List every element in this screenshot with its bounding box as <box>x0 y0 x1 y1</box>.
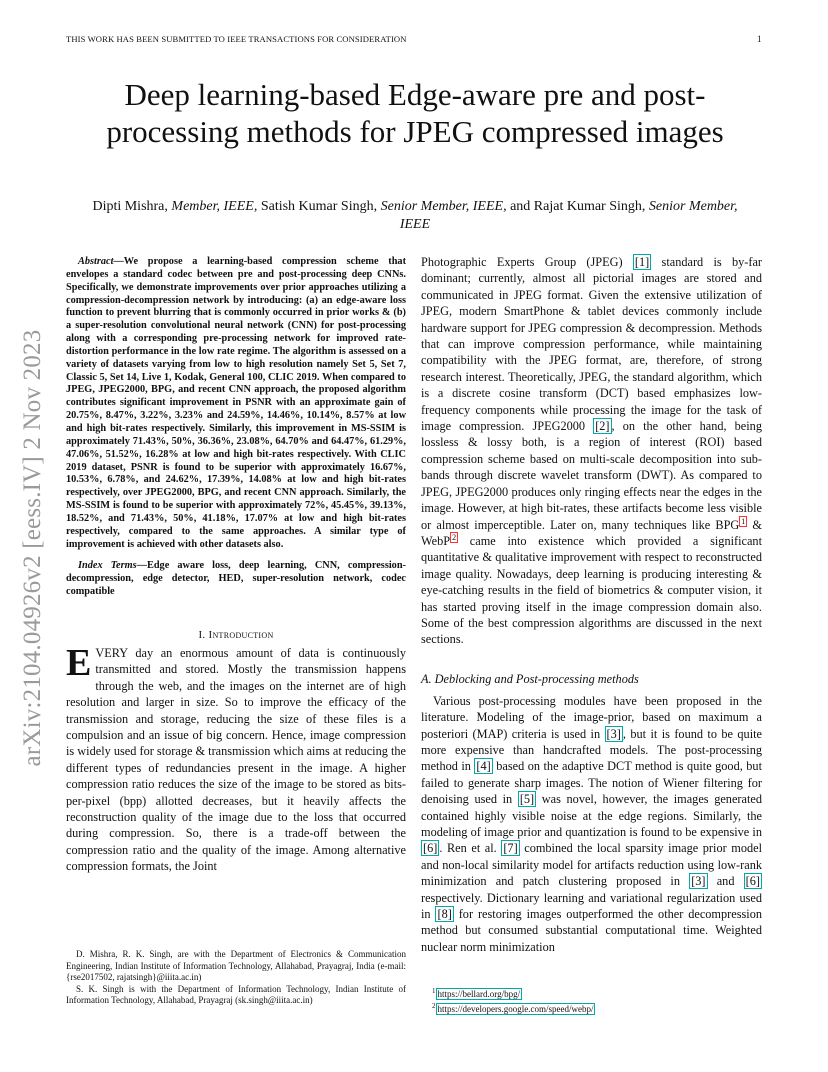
text-run: and <box>707 874 744 889</box>
author-role: Senior Member, IEEE <box>399 199 738 232</box>
abstract-text: —We propose a learning-based compression scheme that envelopes a standard codec between pre and post-processing deep CNNs. Specifically, we demonstrate improvements over prior approaches utilizing a compression-decompression network by introducing: (a) an edge-aware loss function to prevent blurring that is commonly occurred in prior works & (b) a super-resolution convolutional neural network (CNN) for post-processing along with a corresponding pre-processing network for improved rate-distortion performance in the low rate regime. The algorithm is assessed on a variety of datasets varying from low to high resolution namely Set 5, Set 7, Classic 5, Set 14, Live 1, Kodak, General 100, CLIC 2019. When compared to JPEG, JPEG2000, BPG, and recent CNN approach, the proposed algorithm contributes significant improvement in PSNR with an approximate gain of 20.75%, 8.47%, 3.22%, 3.23% and 24.59%, 14.46%, 10.14%, 8.57% at low and high bit-rates respectively. Similarly, this improvement in MS-SSIM is approximately 71.43%, 50%, 36.36%, 23.08%, 64.70% and 64.47%, 61.29%, 47.06%, 51.52%, 16.28% at low and high bit-rates respectively. With CLIC 2019 dataset, PSNR is found to be superior with approximately 16.67%, 10.53%, 6.78%, and 24.62%, 17.39%, 14.08% at low and high bit-rates respectively, over JPEG2000, BPG, and recent CNN approach. Similarly, the MS-SSIM is found to be superior with approximately 72%, 45.45%, 39.13%, 18.52%, and 71.43%, 50%, 41.18%, 17.07% at low and high bit-rates respectively, compared to the same approaches. A similar type of improvement is achieved with other datasets also. <box>66 256 406 550</box>
text-run: , but it is found to be quite more expensive than handcrafted models. The post-processing method in <box>421 726 762 774</box>
index-terms-lead: Index Terms <box>78 560 137 572</box>
citation-link[interactable]: [3] <box>606 726 621 741</box>
footnote-mark[interactable]: 2 <box>452 532 457 542</box>
affiliation-footnote <box>66 949 406 1007</box>
abstract <box>66 256 406 551</box>
footnote-paragraph: S. K. Singh is with the Department of Information Technology, Indian Institute of Information Technology, Allahabad, Prayagraj (sk.singh@iiita.ac.in) <box>66 983 406 1006</box>
body-paragraph <box>421 693 762 956</box>
intro-paragraph <box>66 641 406 875</box>
citation-link[interactable]: [7] <box>503 841 518 856</box>
citation-link[interactable]: [6] <box>745 874 760 889</box>
footnote-line <box>432 985 762 1000</box>
paper-title: Deep learning-based Edge-aware pre and post-processing methods for JPEG compressed images <box>106 77 724 149</box>
author-name: and Rajat Kumar Singh, <box>510 199 646 214</box>
arxiv-stamp-text: arXiv:2104.04926v2 [eess.IV] 2 Nov 2023 <box>19 329 46 767</box>
footnote-paragraph: D. Mishra, R. K. Singh, are with the Department of Electronics & Communication Engineering, Indian Institute of Information Technology, Allahabad, Prayagraj, India (e-mail: {rse2017502, rajatsingh}@iiita.ac.in) <box>66 949 406 983</box>
citation-link[interactable]: [5] <box>519 792 535 807</box>
text-run: combined the local sparsity image prior model and non-local similarity model for artifacts reduction using low-rank minimization and patch clustering proposed in <box>421 841 762 889</box>
citation-link[interactable]: [1] <box>634 255 650 269</box>
author-role: Senior Member, IEEE, <box>380 199 507 214</box>
citation-link[interactable]: [8] <box>437 907 452 922</box>
text-run: for restoring images outperformed the other decompression method but consumed substantial computational time. Weighted nuclear norm minimization <box>421 907 762 954</box>
text-run: respectively. Dictionary learning and variational regularization used in <box>421 890 762 922</box>
footnote-mark[interactable]: 1 <box>741 516 746 526</box>
citation-link[interactable]: [2] <box>595 419 610 434</box>
author-name: Satish Kumar Singh, <box>260 199 378 214</box>
footnote-url-link[interactable]: https://developers.google.com/speed/webp/ <box>437 1004 594 1014</box>
page-number: 1 <box>757 34 762 44</box>
running-head: THIS WORK HAS BEEN SUBMITTED TO IEEE TRANSACTIONS FOR CONSIDERATION <box>66 34 407 44</box>
section-heading: I. Introduction <box>198 628 274 641</box>
abstract-lead: Abstract <box>78 256 114 267</box>
url-footnotes <box>432 985 762 1015</box>
citation-link[interactable]: [6] <box>423 841 438 856</box>
citation-link[interactable]: [4] <box>476 759 491 774</box>
text-run: came into existence which provided a significant quantitative & qualitative improvement with respect to reconstructed image quality. Nowadays, deep learning is producing interesting & eye-catching results in the field of biometrics & computer vision, it has started proving itself in the image compression domain also. Some of the best compression algorithms are discussed in the next sections. <box>421 533 762 647</box>
arxiv-stamp <box>3 329 63 767</box>
text-run: standard is by-far dominant; currently, almost all pictorial images are stored and communicated in JPEG format. Given the extensive utilization of JPEG, modern SmartPhone & tablet devices commonly include hardware support for JPEG compression & decompression. Methods that can improve compression performance, while maintaining compatibility with the JPEG format, are, therefore, of strong research interest. Theoretically, JPEG, the standard algorithm, which is a discrete cosine transform (DCT) based emphasizes low-frequency components while processing the image for the task of image compression. JPEG2000 <box>421 255 763 434</box>
text-run: was novel, however, the images generated contained highly visible noise at the edge regions. Similarly, the modeling of image prior and quantization is found to be expensive in <box>421 792 762 839</box>
subsection-heading: A. Deblocking and Post-processing methods <box>421 671 639 686</box>
index-terms-text: —Edge aware loss, deep learning, CNN, compression-decompression, edge detector, HED, super-resolution network, codec compatible <box>66 560 406 598</box>
text-run: Various post-processing modules have been proposed in the literature. Modeling of the image-prior, based on maximum a posteriori (MAP) criteria is used in <box>421 693 762 741</box>
body-paragraph <box>421 254 762 648</box>
intro-text: VERY day an enormous amount of data is continuously transmitted and stored. Mostly the transmission happens through the web, and the images on the internet are of high resolution and larger in size. So to improve the efficacy of the transmission and storage, reducing the size of these files is a compulsion and an issue of big concern. Hence, image compression is widely used for storage & transmission which aims at reducing the different types of redundancies present in the image. A higher compression ratio reduces the size of the image to be stored as bits-per-pixel (bpp) allotted decreases, but it heavily affects the reconstruction quality of the image due to the loss that occurred during compression. So, there is a trade-off between the compression ratio and the quality of the image. Among alternative compression formats, the Joint <box>66 645 406 874</box>
text-run: . Ren et al. <box>439 841 502 856</box>
footnote-number: 1 <box>432 987 436 995</box>
text-run: based on the adaptive DCT method is quite good, but failed to generate sharp images. The notion of Wiener filtering for denoising used in <box>421 759 762 807</box>
drop-cap: E <box>66 641 92 684</box>
citation-link[interactable]: [3] <box>691 874 706 889</box>
author-name: Dipti Mishra, <box>92 199 168 214</box>
index-terms <box>66 560 406 599</box>
footnote-number: 2 <box>432 1002 436 1010</box>
right-column <box>421 254 762 955</box>
author-list <box>90 198 740 234</box>
footnote-line <box>432 1000 762 1015</box>
left-column <box>66 256 406 875</box>
text-run: Photographic Experts Group (JPEG) <box>421 255 633 269</box>
footnote-url-link[interactable]: https://bellard.org/bpg/ <box>437 989 521 999</box>
author-role: Member, IEEE, <box>171 199 258 214</box>
text-run: & WebP <box>421 517 762 548</box>
text-run: , on the other hand, being lossless & lossy both, is a region of interest (ROI) based compression scheme based on multi-scale decomposition into sub-bands through discrete wavelet transform (DWT). As compared to JPEG, JPEG2000 produces only ringing effects near the edges in the image. However, at high bit-rates, these artifacts become less visible or almost imperceptible. Later on, many techniques like BPG <box>421 419 762 532</box>
